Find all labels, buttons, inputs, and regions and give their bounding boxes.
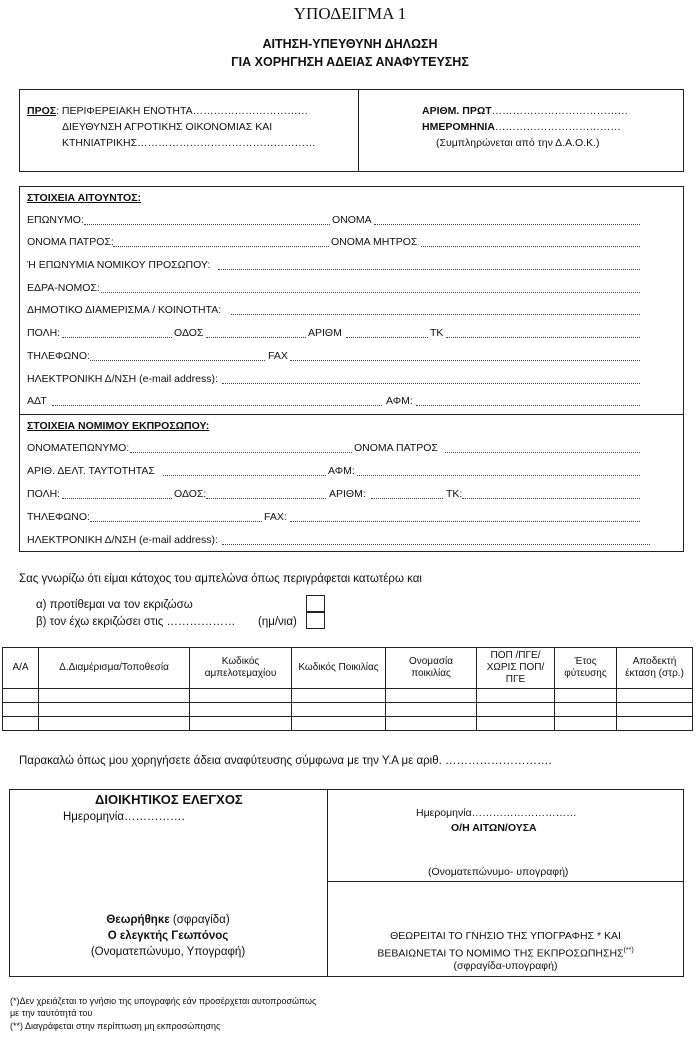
table-cell[interactable] xyxy=(617,689,693,703)
rep-id-card-field[interactable] xyxy=(163,475,326,476)
protocol-number-dots: ………………………………… xyxy=(491,105,629,117)
table-row xyxy=(3,703,693,717)
table-cell[interactable] xyxy=(386,717,477,731)
applicant-heading: ΣΤΟΙΧΕΙΑ ΑΙΤΟΥΝΤΟΣ: xyxy=(27,192,142,204)
col-header-planting-year: Έτος φύτευσης xyxy=(555,648,617,689)
table-cell[interactable] xyxy=(292,717,386,731)
addressee-line2: ΔΙΕΥΘΥΝΣΗ ΑΓΡΟΤΙΚΗΣ ΟΙΚΟΝΟΜΙΑΣ ΚΑΙ xyxy=(62,121,273,133)
addressee-block xyxy=(27,105,308,118)
district-label: ΔΗΜΟΤΙΚΟ ΔΙΑΜΕΡΙΣΜΑ / ΚΟΙΝΟΤΗΤΑ: xyxy=(27,304,222,316)
rep-email-field[interactable] xyxy=(222,544,650,545)
rep-number-field[interactable] xyxy=(371,498,443,499)
mothers-name-label: ΟΝΟΜΑ ΜΗΤΡΟΣ xyxy=(331,236,418,248)
table-row xyxy=(3,689,693,703)
col-header-location: Δ.Διαμέρισμα/Τοποθεσία xyxy=(39,648,190,689)
phone-field[interactable] xyxy=(90,360,265,361)
fathers-name-label: ΟΝΟΜΑ ΠΑΤΡΟΣ: xyxy=(27,236,114,248)
table-cell[interactable] xyxy=(477,689,555,703)
rep-street-label: ΟΔΟΣ: xyxy=(174,488,207,500)
table-cell[interactable] xyxy=(477,717,555,731)
rep-tax-id-field[interactable] xyxy=(357,475,640,476)
rep-postcode-label: ΤΚ: xyxy=(446,488,463,500)
surname-field[interactable] xyxy=(84,224,330,225)
protocol-number-label: ΑΡΙΘΜ. ΠΡΩΤ xyxy=(422,105,492,117)
applicant-name-signature: (Ονοματεπώνυμο- υπογραφή) xyxy=(428,866,569,878)
form-title-line2: ΓΙΑ ΧΟΡΗΓΗΣΗ ΑΔΕΙΑΣ ΑΝΑΦΥΤΕΥΣΗΣ xyxy=(231,55,469,69)
table-row xyxy=(3,717,693,731)
registry-date-label: ΗΜΕΡΟΜΗΝΙΑ xyxy=(422,121,495,133)
rep-phone-field[interactable] xyxy=(90,521,262,522)
rep-postcode-field[interactable] xyxy=(462,498,640,499)
authentication-line1: ΘΕΩΡΕΙΤΑΙ ΤΟ ΓΝΗΣΙΟ ΤΗΣ ΥΠΟΓΡΑΦΗΣ * ΚΑΙ xyxy=(390,930,621,942)
col-header-variety-code: Κωδικός Ποικιλίας xyxy=(292,648,386,689)
col-header-variety-name: Ονομασία ποικιλίας xyxy=(386,648,477,689)
rep-full-name-field[interactable] xyxy=(130,452,352,453)
table-cell[interactable] xyxy=(39,689,190,703)
admin-date: Ημερομηνία……………. xyxy=(63,811,185,823)
footnote-1-line2: με την ταυτότητά του xyxy=(10,1008,93,1018)
table-cell[interactable] xyxy=(3,689,39,703)
request-text: Παρακαλώ όπως μου χορηγήσετε άδεια αναφύτευσης σύμφωνα με την Υ.Α με αριθ. ………………………. xyxy=(19,755,552,767)
option-a-label: α) προτίθεμαι να τον εκριζώσω xyxy=(36,599,193,611)
rep-phone-label: ΤΗΛΕΦΩΝΟ: xyxy=(27,511,90,523)
vineyard-table xyxy=(2,647,693,731)
tax-id-field[interactable] xyxy=(416,405,640,406)
email-label: ΗΛΕΚΤΡΟΝΙΚΗ Δ/ΝΣΗ (e-mail address): xyxy=(27,373,218,385)
option-b-unit: (ημ/νια) xyxy=(258,616,297,628)
addressee-line1: : ΠΕΡΙΦΕΡΕΙΑΚΗ ΕΝΟΤΗΤΑ…………………………… xyxy=(56,105,309,117)
option-b-label: β) τον έχω εκριζώσει στις ……………… xyxy=(36,616,236,628)
street-field[interactable] xyxy=(206,337,306,338)
applicant-sign-date: Ημερομηνία………………………… xyxy=(416,807,577,819)
email-field[interactable] xyxy=(222,383,640,384)
mothers-name-field[interactable] xyxy=(421,246,640,247)
form-title-line1: ΑΙΤΗΣΗ-ΥΠΕΥΘΥΝΗ ΔΗΛΩΣΗ xyxy=(262,37,438,51)
table-cell[interactable] xyxy=(190,703,292,717)
applicant-sign-label: Ο/Η ΑΙΤΩΝ/ΟΥΣΑ xyxy=(451,822,537,834)
table-cell[interactable] xyxy=(292,703,386,717)
rep-full-name-label: ΟΝΟΜΑΤΕΠΩΝΥΜΟ: xyxy=(27,442,130,454)
col-header-aa: Α/Α xyxy=(3,648,39,689)
table-cell[interactable] xyxy=(39,717,190,731)
table-cell[interactable] xyxy=(386,703,477,717)
seat-label: ΕΔΡΑ-ΝΟΜΟΣ: xyxy=(27,282,100,294)
first-name-field[interactable] xyxy=(374,224,640,225)
addressee-label: ΠΡΟΣ xyxy=(27,105,57,117)
rep-fax-label: FAX: xyxy=(264,511,287,523)
table-cell[interactable] xyxy=(555,703,617,717)
street-label: ΟΔΟΣ xyxy=(174,327,204,339)
table-cell[interactable] xyxy=(477,703,555,717)
admin-inspector: Ο ελεγκτής Γεωπόνος xyxy=(107,930,229,942)
fathers-name-field[interactable] xyxy=(113,246,329,247)
rep-fax-field[interactable] xyxy=(290,521,640,522)
rep-number-label: ΑΡΙΘΜ: xyxy=(329,488,366,500)
rep-fathers-name-label: ΟΝΟΜΑ ΠΑΤΡΟΣ xyxy=(354,442,438,454)
rep-tax-id-label: ΑΦΜ: xyxy=(328,465,355,477)
rep-fathers-name-field[interactable] xyxy=(445,452,640,453)
registry-date-dots: ……………………………… xyxy=(494,121,621,133)
first-name-label: ΟΝΟΜΑ xyxy=(332,214,372,226)
table-cell[interactable] xyxy=(555,689,617,703)
addressee-line3: ΚΤΗΝΙΑΤΡΙΚΗΣ…………………………………………… xyxy=(62,137,316,149)
footnote-2: (**) Διαγράφεται στην περίπτωση μη εκπροσώπησης xyxy=(10,1021,221,1031)
table-cell[interactable] xyxy=(386,689,477,703)
city-label: ΠΟΛΗ: xyxy=(27,327,61,339)
district-field[interactable] xyxy=(231,314,640,315)
option-a-checkbox[interactable] xyxy=(306,595,325,612)
col-header-pdo-pgi: ΠΟΠ /ΠΓΕ/ ΧΩΡΙΣ ΠΟΠ/ΠΓΕ xyxy=(477,648,555,689)
number-label: ΑΡΙΘΜ xyxy=(308,327,342,339)
table-cell[interactable] xyxy=(190,689,292,703)
authentication-stamp: (σφραγίδα-υπογραφή) xyxy=(453,960,558,972)
table-cell[interactable] xyxy=(39,703,190,717)
admin-seen: Θεωρήθηκε (σφραγίδα) xyxy=(106,914,230,926)
sample-label: ΥΠΟΔΕΙΓΜΑ 1 xyxy=(293,4,407,23)
table-cell[interactable] xyxy=(617,717,693,731)
col-header-accepted-area: Αποδεκτή έκταση (στρ.) xyxy=(617,648,693,689)
table-cell[interactable] xyxy=(190,717,292,731)
legal-entity-label: Ή ΕΠΩΝΥΜΙΑ ΝΟΜΙΚΟΥ ΠΡΟΣΩΠΟΥ: xyxy=(27,259,211,271)
tax-id-label: ΑΦΜ: xyxy=(386,395,413,407)
fax-field[interactable] xyxy=(290,360,640,361)
surname-label: ΕΠΩΝΥΜΟ: xyxy=(27,214,84,226)
number-field[interactable] xyxy=(346,337,428,338)
table-header-row xyxy=(3,648,693,689)
admin-control-heading: ΔΙΟΙΚΗΤΙΚΟΣ ΕΛΕΓΧΟΣ xyxy=(95,792,243,807)
representative-heading: ΣΤΟΙΧΕΙΑ ΝΟΜΙΜΟΥ ΕΚΠΡΟΣΩΠΟΥ: xyxy=(27,420,210,432)
table-cell[interactable] xyxy=(3,703,39,717)
legal-entity-field[interactable] xyxy=(218,269,640,270)
table-cell[interactable] xyxy=(292,689,386,703)
option-b-checkbox[interactable] xyxy=(306,612,325,629)
phone-label: ΤΗΛΕΦΩΝΟ: xyxy=(27,350,90,362)
col-header-parcel-code: Κωδικός αμπελοτεμαχίου xyxy=(190,648,292,689)
admin-name-signature: (Ονοματεπώνυμο, Υπογραφή) xyxy=(90,946,246,958)
authentication-line2: ΒΕΒΑΙΩΝΕΤΑΙ ΤΟ ΝΟΜΙΜΟ ΤΗΣ ΕΚΠΡΟΣΩΠΗΣΗΣ(**) xyxy=(377,947,634,960)
table-cell[interactable] xyxy=(3,717,39,731)
city-field[interactable] xyxy=(62,337,172,338)
postcode-label: ΤΚ xyxy=(430,327,444,339)
rep-email-label: ΗΛΕΚΤΡΟΝΙΚΗ Δ/ΝΣΗ (e-mail address): xyxy=(27,534,218,546)
postcode-field[interactable] xyxy=(446,337,640,338)
id-card-field[interactable] xyxy=(52,405,382,406)
rep-city-field[interactable] xyxy=(62,498,172,499)
table-cell[interactable] xyxy=(555,717,617,731)
footnote-1-line1: (*)Δεν χρειάζεται το γνήσιο της υπογραφής εάν προσέρχεται αυτοπροσώπως xyxy=(10,996,317,1006)
id-card-label: ΑΔΤ xyxy=(27,395,47,407)
rep-street-field[interactable] xyxy=(206,498,326,499)
protocol-number-row[interactable] xyxy=(422,105,628,118)
rep-city-label: ΠΟΛΗ: xyxy=(27,488,61,500)
declaration-intro: Σας γνωρίζω ότι είμαι κάτοχος του αμπελώνα όπως περιγράφεται κατωτέρω και xyxy=(19,573,422,585)
registry-note: (Συμπληρώνεται από την Δ.Α.Ο.Κ.) xyxy=(436,137,600,149)
table-cell[interactable] xyxy=(617,703,693,717)
rep-id-card-label: ΑΡΙΘ. ΔΕΛΤ. ΤΑΥΤΟΤΗΤΑΣ xyxy=(27,465,155,477)
registry-date-row[interactable] xyxy=(422,121,621,134)
fax-label: FAX xyxy=(268,350,288,362)
seat-field[interactable] xyxy=(101,292,640,293)
